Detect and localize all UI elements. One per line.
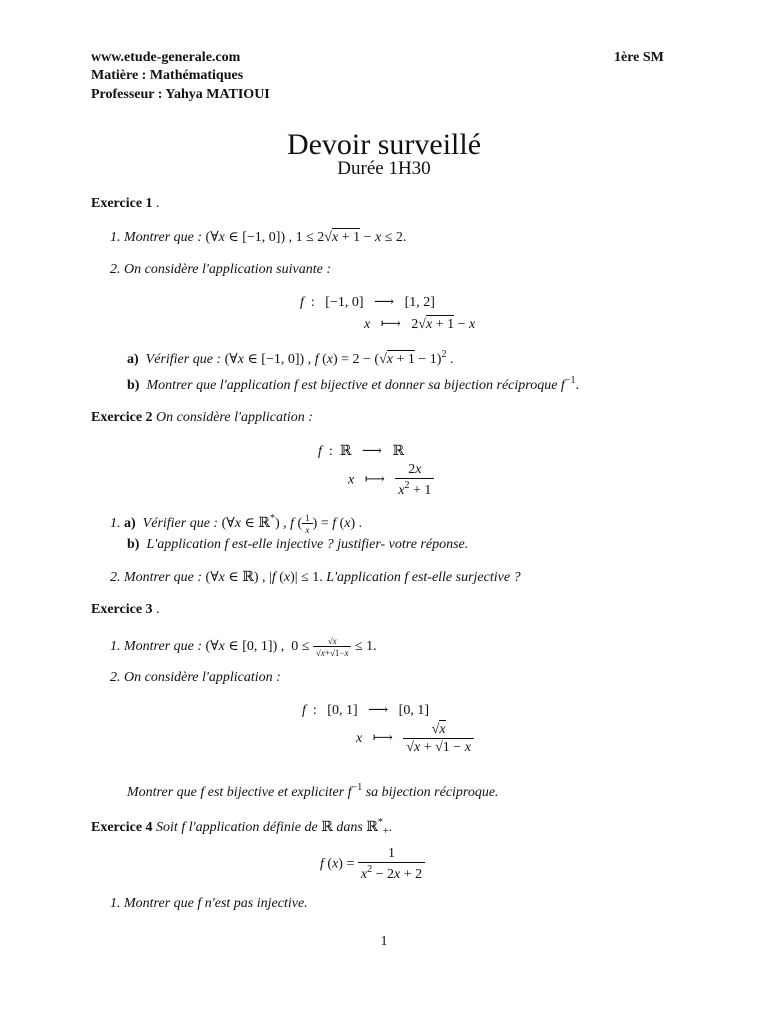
exercise-3: Exercice 3 . — [91, 602, 160, 617]
ex2-qa-formula: (∀x ∈ ℝ*) , f ( $\frac{1}{x}$ ) = f (x) . — [221, 513, 363, 535]
ex1-map-line2: x ⟼ 2√x + 1 − x — [364, 317, 476, 332]
exercise-1: Exercice 1 . — [91, 196, 160, 211]
exercise-4: Exercice 4 Soit f l'application définie de ℝ dans ℝ*$_+$. — [91, 817, 393, 837]
page-title: Devoir surveillé — [286, 128, 482, 161]
exercise-2-title: Exercice 2 — [91, 410, 153, 425]
ex3-map-line1: f : [0, 1] ⟶ [0, 1] — [302, 703, 429, 718]
ex4-function: f (x) = $\frac{1}{x^2 - 2x + 2}$ — [320, 846, 425, 883]
ex2-qb: b) L'application f est-elle injective ? justifier- votre réponse. — [127, 537, 469, 552]
ex1-qa: a) Vérifier que : (∀x ∈ [−1, 0]) , f $(x) = 2 - (√x + 1 - 1)^2$ . — [127, 349, 454, 367]
ex2-map-line2: x ⟼ $\frac{2x}{x^2 + 1}$ — [348, 462, 434, 499]
subject-line: Matière : Mathématiques — [91, 68, 244, 83]
ex2-q2-formula: (∀x ∈ ℝ) , |f (x)| ≤ 1. — [205, 570, 323, 585]
duration: Durée 1H30 — [337, 158, 431, 179]
page-number: 1 — [380, 934, 388, 949]
ex1-qb: b) Montrer que l'application f est bijective et donner sa bijection réciproque $f^{-1}$. — [127, 375, 579, 393]
ex3-q1: 1. Montrer que : (∀x ∈ [0, 1]) , 0 ≤ $\frac{√x}{√x+√1-x}$ ≤ 1. — [110, 636, 377, 658]
ex2-q2: 2. Montrer que : (∀x ∈ ℝ) , |f (x)| ≤ 1. L'application f est-elle surjective ? — [110, 570, 521, 585]
ex3-map-line2: x ⟼ $\frac{√x}{√x + √1 - x}$ — [356, 722, 474, 756]
ex1-map-line1: f : [−1, 0] ⟶ [1, 2] — [300, 295, 435, 310]
ex4-q1: 1. Montrer que f n'est pas injective. — [110, 896, 308, 911]
ex1-q1-formula: (∀x ∈ [−1, 0]) , 1 ≤ 2√x + 1 − x ≤ 2. — [205, 230, 407, 245]
ex3-conclusion: Montrer que f est bijective et expliciter $f^{-1}$ sa bijection réciproque. — [127, 782, 499, 800]
ex1-q2: 2. On considère l'application suivante : — [110, 262, 331, 277]
ex1-q1: 1. Montrer que : (∀x ∈ [−1, 0]) , 1 ≤ 2√x + 1 − x ≤ 2. — [110, 230, 407, 245]
ex3-q1-formula: (∀x ∈ [0, 1]) , 0 ≤ $\frac{√x}{√x+√1-x}$ ≤ 1. — [205, 636, 377, 658]
exercise-2: Exercice 2 On considère l'application : — [91, 410, 313, 425]
exercise-4-title: Exercice 4 — [91, 820, 153, 835]
ex3-q2: 2. On considère l'application : — [110, 670, 281, 685]
site-url: www.etude-generale.com — [91, 50, 241, 65]
ex2-map-line1: f : ℝ ⟶ ℝ — [318, 444, 405, 459]
exercise-3-title: Exercice 3 — [91, 602, 153, 617]
class-level: 1ère SM — [614, 50, 664, 65]
exercise-1-title: Exercice 1 — [91, 196, 153, 211]
ex1-qa-formula: (∀x ∈ [−1, 0]) , f $(x) = 2 - (√x + 1 - 1)^2$ . — [224, 349, 454, 367]
ex2-q1: 1. a) Vérifier que : (∀x ∈ ℝ*) , f ( $\frac{1}{x}$ ) = f (x) . — [110, 513, 363, 535]
teacher-line: Professeur : Yahya MATIOUI — [91, 87, 270, 102]
